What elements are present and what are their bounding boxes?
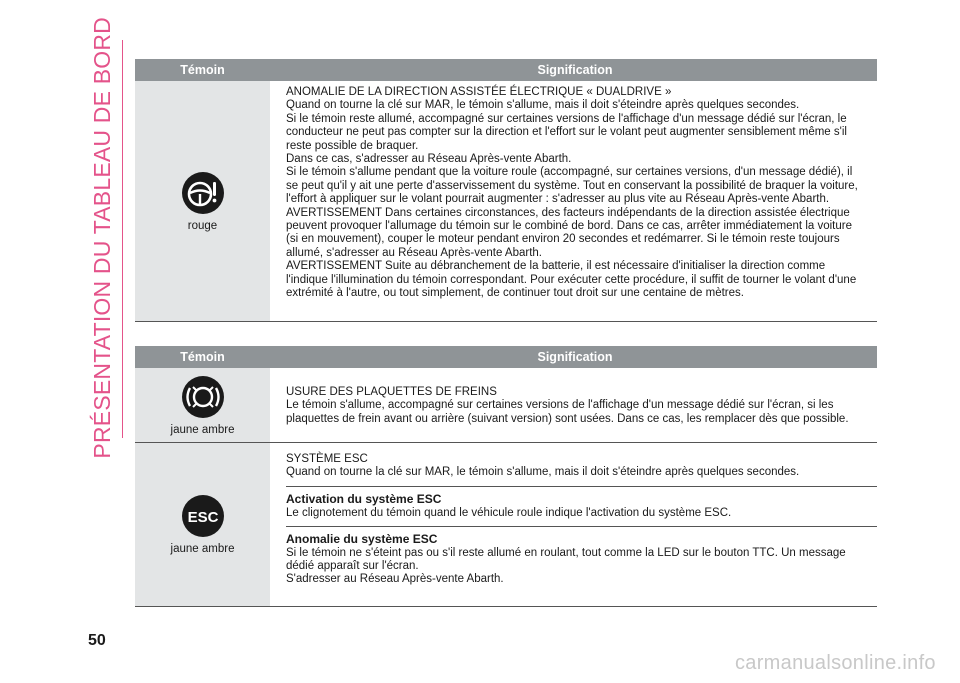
table-header	[135, 346, 877, 368]
brake-pad-wear-icon	[181, 375, 225, 419]
page-number: 50	[88, 632, 106, 649]
text-line: Si le témoin s'allume pendant que la voiture roule (accompagné, sur certaines versions, d'un message dédié), il	[286, 166, 853, 179]
subsection-title: Anomalie du système ESC	[286, 532, 438, 547]
text-line: S'adresser au Réseau Après-vente Abarth.	[286, 573, 504, 586]
section-divider	[286, 486, 877, 487]
chapter-title	[82, 17, 122, 459]
text-line: Dans ce cas, s'adresser au Réseau Après-vente Abarth.	[286, 153, 572, 166]
text-line: se peut qu'il y ait une perte d'asservissement du système. Tout en conservant la possibilité de braquer la voiture,	[286, 179, 858, 192]
lamp-cell	[135, 368, 270, 442]
table-header	[135, 59, 877, 81]
header-signification: Signification	[537, 63, 613, 77]
text-line: l'effort à appliquer sur le volant pourrait augmenter : s'adresser au plus vite au Réseau Après-vente Abarth.	[286, 193, 830, 206]
text-line: plaquettes de frein avant ou arrière (suivant version) sont usées. Dans ce cas, les remplacer dès que possible.	[286, 412, 849, 425]
lamp-cell	[135, 443, 270, 606]
text-line: l'indique l'illumination du témoin correspondant. Pour exécuter cette procédure, il suffit de tourner le volant d'une	[286, 273, 857, 286]
text-line: Quand on tourne la clé sur MAR, le témoin s'allume, mais il doit s'éteindre après quelques secondes.	[286, 466, 800, 479]
watermark: carmanualsonline.info	[735, 652, 936, 674]
text-line: extrémité à l'autre, ou tout simplement, de continuer tout droit sur une centaine de mètres.	[286, 287, 744, 300]
row-title: SYSTÈME ESC	[286, 453, 368, 465]
text-line: Le clignotement du témoin quand le véhicule roule indique l'activation du système ESC.	[286, 506, 732, 519]
header-temoin: Témoin	[180, 63, 225, 77]
text-line: AVERTISSEMENT Suite au débranchement de la batterie, il est nécessaire d'initialiser la direction comme	[286, 260, 826, 273]
lamp-color-label: jaune ambre	[170, 543, 235, 555]
warning-table-2	[135, 346, 877, 607]
power-steering-warning-icon	[181, 171, 225, 215]
row-title: USURE DES PLAQUETTES DE FREINS	[286, 386, 497, 398]
text-line: (si en mouvement), couper le moteur pendant environ 20 secondes et redémarrer. Si le témoin reste toujours	[286, 233, 840, 246]
meaning-cell	[270, 368, 877, 442]
lamp-color-label: jaune ambre	[170, 423, 235, 436]
lamp-cell	[135, 81, 270, 321]
text-line: Quand on tourne la clé sur MAR, le témoin s'allume, mais il doit s'éteindre après quelques secondes.	[286, 99, 800, 112]
esc-icon-text: ESC	[187, 509, 218, 526]
chapter-title-text: PRÉSENTATION DU TABLEAU DE BORD	[88, 17, 115, 459]
chapter-rule	[122, 40, 123, 438]
header-signification: Signification	[537, 350, 613, 364]
text-line: Le témoin s'allume, accompagné sur certaines versions de l'affichage d'un message dédié sur l'écran, si les	[286, 399, 834, 412]
text-line: AVERTISSEMENT Dans certaines circonstances, des facteurs indépendants de la direction assistée électrique	[286, 206, 850, 219]
lamp-color-label: rouge	[187, 219, 218, 232]
table-row	[135, 81, 877, 322]
meaning-cell	[270, 81, 877, 321]
header-temoin: Témoin	[180, 350, 225, 364]
text-line: reste possible de braquer.	[286, 139, 419, 152]
text-line: Si le témoin ne s'éteint pas ou s'il reste allumé en roulant, tout comme la LED sur le bouton TTC. Un message	[286, 546, 846, 559]
text-line: Si le témoin reste allumé, accompagné sur certaines versions de l'affichage d'un message dédié sur l'écran, le	[286, 112, 847, 125]
esc-icon	[181, 494, 225, 538]
warning-table-1	[135, 59, 877, 322]
table-row	[135, 368, 877, 443]
table-row	[135, 443, 877, 607]
text-line: conducteur ne peut pas compter sur la direction et l'effort sur le volant peut augmenter sensiblement même s'il	[286, 126, 847, 139]
section-divider	[286, 526, 877, 527]
subsection-title: Activation du système ESC	[286, 492, 442, 507]
text-line: allumé, s'adresser au Réseau Après-vente Abarth.	[286, 246, 542, 259]
meaning-cell	[270, 443, 877, 606]
text-line: peuvent provoquer l'allumage du témoin sur le combiné de bord. Dans ce cas, arrêter immédiatement la voiture	[286, 220, 852, 233]
text-line: dédié apparaît sur l'écran.	[286, 560, 419, 573]
row-title: ANOMALIE DE LA DIRECTION ASSISTÉE ÉLECTRIQUE « DUALDRIVE »	[286, 86, 672, 98]
